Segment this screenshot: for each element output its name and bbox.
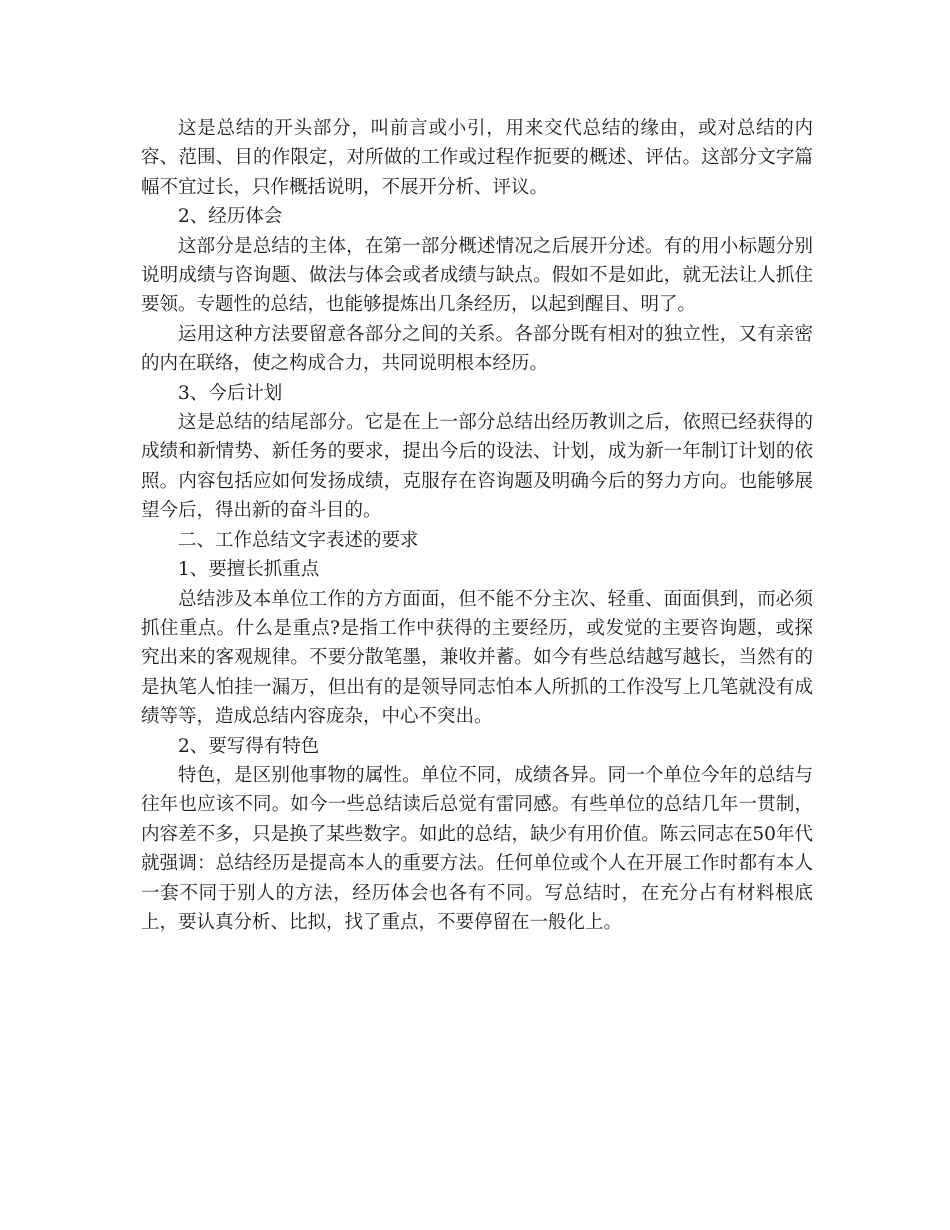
heading-focus-key-points: 1、要擅长抓重点 <box>178 559 320 581</box>
paragraph-intro: 这是总结的开头部分，叫前言或小引，用来交代总结的缘由，或对总结的内容、范围、目的作限定，对所做的工作或过程作扼要的概述、评估。这部分文字篇幅不宜过长，只作概括说明，不展开分析、评议。 <box>141 118 813 198</box>
heading-future-plan: 3、今后计划 <box>178 382 283 404</box>
paragraph-distinctive: 特色，是区别他事物的属性。单位不同，成绩各异。同一个单位今年的总结与往年也应该不同。如今一些总结读后总觉有雷同感。有些单位的总结几年一贯制，内容差不多，只是换了某些数字。如此的总结，缺少有用价值。陈云同志在50年代就强调：总结经历是提高本人的重要方法。任何单位或个人在开展工作时都有本人一套不同于别人的方法，经历体会也各有不同。写总结时，在充分占有材料根底上，要认真分析、比拟，找了重点，不要停留在一般化上。 <box>141 764 813 933</box>
heading-experience: 2、经历体会 <box>178 206 283 228</box>
heading-distinctive: 2、要写得有特色 <box>178 735 320 757</box>
paragraph-experience-relations: 运用这种方法要留意各部分之间的关系。各部分既有相对的独立性，又有亲密的内在联络，使之构成合力，共同说明根本经历。 <box>141 323 813 375</box>
paragraph-experience-main: 这部分是总结的主体，在第一部分概述情况之后展开分述。有的用小标题分别说明成绩与咨询题、做法与体会或者成绩与缺点。假如不是如此，就无法让人抓住要领。专题性的总结，也能够提炼出几条经历，以起到醒目、明了。 <box>141 235 813 316</box>
paragraph-focus-key-points: 总结涉及本单位工作的方方面面，但不能不分主次、轻重、面面俱到，而必须抓住重点。什么是重点?是指工作中获得的主要经历，或发觉的主要咨询题，或探究出来的客观规律。不要分散笔墨，兼收并蓄。如今有些总结越写越长，当然有的是执笔人怕挂一漏万，但出有的是领导同志怕本人所抓的工作没写上几笔就没有成绩等等，造成总结内容庞杂，中心不突出。 <box>141 588 813 728</box>
paragraph-future-plan: 这是总结的结尾部分。它是在上一部分总结出经历教训之后，依照已经获得的成绩和新情势、新任务的要求，提出今后的设法、计划，成为新一年制订计划的依照。内容包括应如何发扬成绩，克服存在咨询题及明确今后的努力方向。也能够展望今后，得出新的奋斗目的。 <box>141 412 813 522</box>
document-body <box>141 114 813 937</box>
heading-writing-requirements: 二、工作总结文字表述的要求 <box>178 529 419 551</box>
